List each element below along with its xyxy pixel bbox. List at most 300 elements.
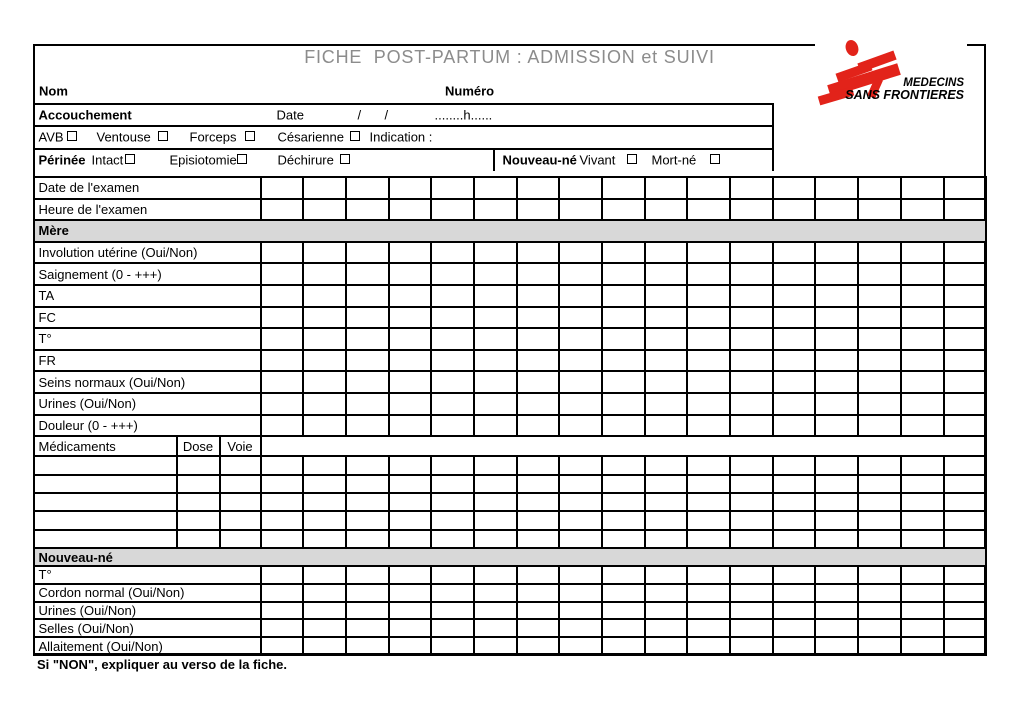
mere-8-cell[interactable] [517,415,560,437]
nouveau-ne-2-cell[interactable] [474,602,517,620]
medicament-day-cell[interactable] [730,511,773,529]
mere-2-cell[interactable] [303,285,346,307]
nouveau-ne-2-cell[interactable] [602,602,645,620]
mere-6-cell[interactable] [602,371,645,393]
mere-1-cell[interactable] [944,263,987,285]
mere-4-cell[interactable] [303,328,346,350]
mere-6-cell[interactable] [815,371,858,393]
mere-6-cell[interactable] [773,371,816,393]
mere-0-cell[interactable] [474,242,517,264]
mere-6-cell[interactable] [431,371,474,393]
medicament-day-cell[interactable] [901,456,944,474]
mere-7-cell[interactable] [730,393,773,415]
mere-7-cell[interactable] [815,393,858,415]
nouveau-ne-3-cell[interactable] [773,619,816,637]
medicament-day-cell[interactable] [303,511,346,529]
nouveau-ne-0-cell[interactable] [645,566,688,584]
nouveau-ne-3-cell[interactable] [346,619,389,637]
medicament-day-cell[interactable] [944,456,987,474]
mere-1-cell[interactable] [773,263,816,285]
nouveau-ne-1-cell[interactable] [730,584,773,602]
mere-5-cell[interactable] [261,350,304,372]
exam-0-cell[interactable] [346,177,389,199]
nouveau-ne-4-cell[interactable] [901,637,944,655]
medicament-day-cell[interactable] [901,493,944,511]
medicament-name-cell[interactable] [34,456,177,474]
mere-1-cell[interactable] [389,263,432,285]
mere-5-cell[interactable] [687,350,730,372]
mere-0-cell[interactable] [517,242,560,264]
mere-4-cell[interactable] [944,328,987,350]
mere-7-cell[interactable] [346,393,389,415]
nouveau-ne-1-cell[interactable] [815,584,858,602]
medicament-day-cell[interactable] [645,456,688,474]
nouveau-ne-1-cell[interactable] [303,584,346,602]
medicament-voie-cell[interactable] [220,511,261,529]
medicament-day-cell[interactable] [389,456,432,474]
nouveau-ne-1-cell[interactable] [474,584,517,602]
exam-0-cell[interactable] [602,177,645,199]
mere-5-cell[interactable] [517,350,560,372]
nouveau-ne-4-cell[interactable] [559,637,602,655]
nouveau-ne-3-cell[interactable] [602,619,645,637]
medicament-day-cell[interactable] [261,475,304,493]
mere-3-cell[interactable] [645,307,688,329]
mere-7-cell[interactable] [431,393,474,415]
medicament-day-cell[interactable] [645,475,688,493]
exam-1-cell[interactable] [431,199,474,221]
medicament-day-cell[interactable] [815,493,858,511]
medicament-day-cell[interactable] [346,456,389,474]
nouveau-ne-3-cell[interactable] [389,619,432,637]
episiotomie-checkbox[interactable] [237,154,247,164]
mere-2-cell[interactable] [602,285,645,307]
mere-0-cell[interactable] [389,242,432,264]
medicament-day-cell[interactable] [431,511,474,529]
mere-1-cell[interactable] [815,263,858,285]
mere-3-cell[interactable] [773,307,816,329]
medicament-day-cell[interactable] [645,511,688,529]
mere-3-cell[interactable] [858,307,901,329]
nouveau-ne-0-cell[interactable] [687,566,730,584]
medicament-day-cell[interactable] [901,530,944,548]
mere-8-cell[interactable] [645,415,688,437]
avb-checkbox[interactable] [67,131,77,141]
medicament-day-cell[interactable] [858,511,901,529]
nouveau-ne-2-cell[interactable] [431,602,474,620]
cesarienne-checkbox[interactable] [350,131,360,141]
mere-0-cell[interactable] [687,242,730,264]
nouveau-ne-4-cell[interactable] [431,637,474,655]
medicament-day-cell[interactable] [346,475,389,493]
nouveau-ne-4-cell[interactable] [517,637,560,655]
medicament-day-cell[interactable] [773,456,816,474]
nouveau-ne-4-cell[interactable] [687,637,730,655]
medicament-day-cell[interactable] [559,530,602,548]
mere-2-cell[interactable] [517,285,560,307]
mere-2-cell[interactable] [645,285,688,307]
nouveau-ne-1-cell[interactable] [602,584,645,602]
exam-0-cell[interactable] [517,177,560,199]
nouveau-ne-2-cell[interactable] [730,602,773,620]
mere-8-cell[interactable] [559,415,602,437]
nouveau-ne-2-cell[interactable] [517,602,560,620]
mere-0-cell[interactable] [645,242,688,264]
mere-5-cell[interactable] [474,350,517,372]
medicament-day-cell[interactable] [559,493,602,511]
mere-2-cell[interactable] [431,285,474,307]
mere-0-cell[interactable] [431,242,474,264]
exam-0-cell[interactable] [815,177,858,199]
medicament-day-cell[interactable] [773,493,816,511]
nouveau-ne-0-cell[interactable] [389,566,432,584]
mere-6-cell[interactable] [944,371,987,393]
medicament-day-cell[interactable] [517,493,560,511]
mere-7-cell[interactable] [303,393,346,415]
medicament-day-cell[interactable] [901,511,944,529]
nouveau-ne-0-cell[interactable] [346,566,389,584]
mere-5-cell[interactable] [346,350,389,372]
nouveau-ne-4-cell[interactable] [858,637,901,655]
medicament-day-cell[interactable] [815,530,858,548]
mere-3-cell[interactable] [261,307,304,329]
mere-8-cell[interactable] [261,415,304,437]
medicament-day-cell[interactable] [944,493,987,511]
mere-6-cell[interactable] [303,371,346,393]
mere-1-cell[interactable] [303,263,346,285]
exam-1-cell[interactable] [645,199,688,221]
medicament-day-cell[interactable] [474,475,517,493]
mere-4-cell[interactable] [346,328,389,350]
medicament-day-cell[interactable] [944,511,987,529]
medicament-day-cell[interactable] [773,475,816,493]
mere-0-cell[interactable] [815,242,858,264]
nouveau-ne-4-cell[interactable] [346,637,389,655]
exam-1-cell[interactable] [559,199,602,221]
exam-1-cell[interactable] [773,199,816,221]
mere-5-cell[interactable] [730,350,773,372]
mere-0-cell[interactable] [261,242,304,264]
mere-0-cell[interactable] [303,242,346,264]
medicament-name-cell[interactable] [34,511,177,529]
medicament-day-cell[interactable] [901,475,944,493]
exam-0-cell[interactable] [773,177,816,199]
exam-0-cell[interactable] [389,177,432,199]
exam-0-cell[interactable] [687,177,730,199]
nouveau-ne-1-cell[interactable] [944,584,987,602]
mere-3-cell[interactable] [815,307,858,329]
medicament-day-cell[interactable] [944,475,987,493]
exam-0-cell[interactable] [944,177,987,199]
medicament-day-cell[interactable] [687,511,730,529]
medicament-day-cell[interactable] [474,493,517,511]
mere-5-cell[interactable] [303,350,346,372]
mere-0-cell[interactable] [858,242,901,264]
mort-ne-checkbox[interactable] [710,154,720,164]
exam-0-cell[interactable] [303,177,346,199]
medicament-day-cell[interactable] [602,511,645,529]
medicament-day-cell[interactable] [687,530,730,548]
mere-3-cell[interactable] [431,307,474,329]
nouveau-ne-2-cell[interactable] [773,602,816,620]
medicament-day-cell[interactable] [730,530,773,548]
medicament-day-cell[interactable] [730,493,773,511]
mere-1-cell[interactable] [602,263,645,285]
nouveau-ne-4-cell[interactable] [815,637,858,655]
mere-6-cell[interactable] [389,371,432,393]
mere-3-cell[interactable] [602,307,645,329]
mere-2-cell[interactable] [559,285,602,307]
mere-5-cell[interactable] [944,350,987,372]
medicament-day-cell[interactable] [303,530,346,548]
mere-7-cell[interactable] [389,393,432,415]
mere-6-cell[interactable] [901,371,944,393]
medicament-day-cell[interactable] [389,493,432,511]
mere-0-cell[interactable] [773,242,816,264]
nouveau-ne-3-cell[interactable] [687,619,730,637]
mere-4-cell[interactable] [431,328,474,350]
nouveau-ne-1-cell[interactable] [431,584,474,602]
exam-0-cell[interactable] [261,177,304,199]
mere-2-cell[interactable] [261,285,304,307]
mere-8-cell[interactable] [431,415,474,437]
mere-6-cell[interactable] [474,371,517,393]
mere-4-cell[interactable] [389,328,432,350]
mere-4-cell[interactable] [730,328,773,350]
medicament-dose-cell[interactable] [177,475,220,493]
mere-4-cell[interactable] [517,328,560,350]
nouveau-ne-2-cell[interactable] [559,602,602,620]
medicament-day-cell[interactable] [303,493,346,511]
medicament-day-cell[interactable] [773,530,816,548]
mere-0-cell[interactable] [559,242,602,264]
medicament-day-cell[interactable] [602,530,645,548]
forceps-checkbox[interactable] [245,131,255,141]
mere-7-cell[interactable] [901,393,944,415]
medicament-day-cell[interactable] [261,511,304,529]
medicament-day-cell[interactable] [687,456,730,474]
mere-5-cell[interactable] [858,350,901,372]
nouveau-ne-1-cell[interactable] [389,584,432,602]
medicament-day-cell[interactable] [602,493,645,511]
mere-8-cell[interactable] [602,415,645,437]
nouveau-ne-3-cell[interactable] [858,619,901,637]
medicament-day-cell[interactable] [559,456,602,474]
nouveau-ne-1-cell[interactable] [773,584,816,602]
nouveau-ne-3-cell[interactable] [815,619,858,637]
medicament-day-cell[interactable] [645,493,688,511]
nouveau-ne-3-cell[interactable] [431,619,474,637]
mere-4-cell[interactable] [773,328,816,350]
medicaments-merged-cell[interactable] [261,436,987,456]
mere-1-cell[interactable] [261,263,304,285]
mere-7-cell[interactable] [944,393,987,415]
exam-1-cell[interactable] [517,199,560,221]
medicament-day-cell[interactable] [431,530,474,548]
mere-3-cell[interactable] [687,307,730,329]
medicament-day-cell[interactable] [261,456,304,474]
mere-4-cell[interactable] [602,328,645,350]
mere-1-cell[interactable] [346,263,389,285]
nouveau-ne-2-cell[interactable] [261,602,304,620]
mere-7-cell[interactable] [858,393,901,415]
mere-1-cell[interactable] [687,263,730,285]
nouveau-ne-0-cell[interactable] [559,566,602,584]
mere-5-cell[interactable] [815,350,858,372]
exam-0-cell[interactable] [559,177,602,199]
mere-3-cell[interactable] [901,307,944,329]
medicament-name-cell[interactable] [34,530,177,548]
medicament-day-cell[interactable] [773,511,816,529]
mere-4-cell[interactable] [815,328,858,350]
mere-3-cell[interactable] [389,307,432,329]
nouveau-ne-1-cell[interactable] [517,584,560,602]
nouveau-ne-0-cell[interactable] [815,566,858,584]
mere-2-cell[interactable] [730,285,773,307]
mere-4-cell[interactable] [474,328,517,350]
medicament-day-cell[interactable] [261,530,304,548]
nouveau-ne-4-cell[interactable] [602,637,645,655]
nouveau-ne-4-cell[interactable] [645,637,688,655]
medicament-day-cell[interactable] [858,493,901,511]
medicament-day-cell[interactable] [944,530,987,548]
mere-5-cell[interactable] [389,350,432,372]
medicament-day-cell[interactable] [346,530,389,548]
nouveau-ne-1-cell[interactable] [559,584,602,602]
mere-6-cell[interactable] [346,371,389,393]
exam-1-cell[interactable] [901,199,944,221]
nouveau-ne-4-cell[interactable] [389,637,432,655]
mere-3-cell[interactable] [474,307,517,329]
nouveau-ne-0-cell[interactable] [944,566,987,584]
nouveau-ne-3-cell[interactable] [474,619,517,637]
mere-2-cell[interactable] [474,285,517,307]
mere-7-cell[interactable] [261,393,304,415]
mere-7-cell[interactable] [559,393,602,415]
mere-3-cell[interactable] [346,307,389,329]
exam-0-cell[interactable] [431,177,474,199]
mere-4-cell[interactable] [687,328,730,350]
mere-4-cell[interactable] [858,328,901,350]
exam-1-cell[interactable] [474,199,517,221]
exam-1-cell[interactable] [944,199,987,221]
mere-6-cell[interactable] [730,371,773,393]
medicament-dose-cell[interactable] [177,493,220,511]
exam-1-cell[interactable] [858,199,901,221]
exam-1-cell[interactable] [346,199,389,221]
exam-0-cell[interactable] [858,177,901,199]
mere-2-cell[interactable] [389,285,432,307]
nouveau-ne-0-cell[interactable] [431,566,474,584]
mere-3-cell[interactable] [303,307,346,329]
mere-8-cell[interactable] [944,415,987,437]
medicament-day-cell[interactable] [602,456,645,474]
mere-5-cell[interactable] [559,350,602,372]
medicament-day-cell[interactable] [730,475,773,493]
nouveau-ne-3-cell[interactable] [901,619,944,637]
mere-3-cell[interactable] [559,307,602,329]
mere-2-cell[interactable] [944,285,987,307]
mere-2-cell[interactable] [858,285,901,307]
mere-1-cell[interactable] [858,263,901,285]
intact-checkbox[interactable] [125,154,135,164]
medicament-day-cell[interactable] [431,475,474,493]
mere-0-cell[interactable] [346,242,389,264]
mere-0-cell[interactable] [730,242,773,264]
exam-0-cell[interactable] [645,177,688,199]
nouveau-ne-2-cell[interactable] [389,602,432,620]
nouveau-ne-0-cell[interactable] [901,566,944,584]
medicament-day-cell[interactable] [431,493,474,511]
nouveau-ne-1-cell[interactable] [261,584,304,602]
mere-1-cell[interactable] [517,263,560,285]
mere-0-cell[interactable] [602,242,645,264]
mere-7-cell[interactable] [517,393,560,415]
medicament-dose-cell[interactable] [177,511,220,529]
mere-5-cell[interactable] [645,350,688,372]
medicament-dose-cell[interactable] [177,530,220,548]
medicament-voie-cell[interactable] [220,493,261,511]
mere-2-cell[interactable] [773,285,816,307]
nouveau-ne-0-cell[interactable] [773,566,816,584]
mere-7-cell[interactable] [687,393,730,415]
mere-1-cell[interactable] [559,263,602,285]
medicament-day-cell[interactable] [645,530,688,548]
medicament-day-cell[interactable] [431,456,474,474]
mere-5-cell[interactable] [901,350,944,372]
nouveau-ne-2-cell[interactable] [645,602,688,620]
mere-5-cell[interactable] [773,350,816,372]
medicament-day-cell[interactable] [730,456,773,474]
medicament-day-cell[interactable] [559,511,602,529]
mere-7-cell[interactable] [602,393,645,415]
mere-6-cell[interactable] [645,371,688,393]
medicament-day-cell[interactable] [858,456,901,474]
nouveau-ne-3-cell[interactable] [303,619,346,637]
mere-2-cell[interactable] [815,285,858,307]
vivant-checkbox[interactable] [627,154,637,164]
mere-0-cell[interactable] [901,242,944,264]
nouveau-ne-1-cell[interactable] [901,584,944,602]
nouveau-ne-0-cell[interactable] [730,566,773,584]
medicament-day-cell[interactable] [815,511,858,529]
medicament-day-cell[interactable] [389,511,432,529]
mere-1-cell[interactable] [645,263,688,285]
mere-4-cell[interactable] [261,328,304,350]
nouveau-ne-1-cell[interactable] [346,584,389,602]
nouveau-ne-3-cell[interactable] [517,619,560,637]
medicament-day-cell[interactable] [517,456,560,474]
nouveau-ne-2-cell[interactable] [858,602,901,620]
exam-1-cell[interactable] [303,199,346,221]
nouveau-ne-3-cell[interactable] [559,619,602,637]
nouveau-ne-0-cell[interactable] [858,566,901,584]
nouveau-ne-0-cell[interactable] [517,566,560,584]
mere-6-cell[interactable] [517,371,560,393]
medicament-day-cell[interactable] [261,493,304,511]
mere-6-cell[interactable] [687,371,730,393]
medicament-voie-cell[interactable] [220,475,261,493]
nouveau-ne-2-cell[interactable] [944,602,987,620]
medicament-day-cell[interactable] [474,456,517,474]
nouveau-ne-2-cell[interactable] [346,602,389,620]
mere-5-cell[interactable] [431,350,474,372]
medicament-day-cell[interactable] [346,511,389,529]
nouveau-ne-2-cell[interactable] [901,602,944,620]
nouveau-ne-4-cell[interactable] [773,637,816,655]
nouveau-ne-3-cell[interactable] [645,619,688,637]
nouveau-ne-1-cell[interactable] [687,584,730,602]
